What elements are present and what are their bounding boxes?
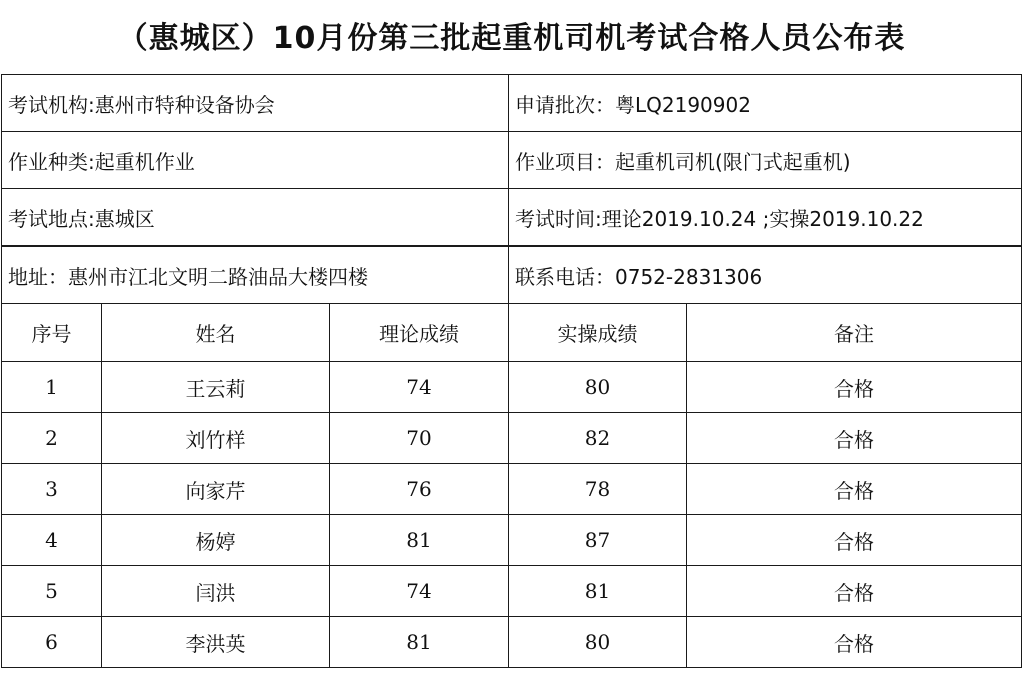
address-cell: 地址：惠州市江北文明二路油品大楼四楼 <box>2 246 509 304</box>
cell-no: 1 <box>2 362 102 413</box>
work-category-cell: 作业种类:起重机作业 <box>2 132 509 189</box>
cell-no: 2 <box>2 413 102 464</box>
results-table <box>1 74 1022 668</box>
cell-remark: 合格 <box>687 566 1022 617</box>
cell-name: 刘竹样 <box>102 413 330 464</box>
cell-remark: 合格 <box>687 362 1022 413</box>
table-row <box>2 464 1022 515</box>
cell-no: 6 <box>2 617 102 668</box>
table-row <box>2 515 1022 566</box>
cell-theory: 81 <box>330 515 509 566</box>
header-remark: 备注 <box>687 304 1022 362</box>
cell-theory: 81 <box>330 617 509 668</box>
exam-org-cell: 考试机构:惠州市特种设备协会 <box>2 75 509 132</box>
cell-no: 3 <box>2 464 102 515</box>
cell-practice: 78 <box>509 464 687 515</box>
header-name: 姓名 <box>102 304 330 362</box>
cell-practice: 80 <box>509 617 687 668</box>
cell-theory: 74 <box>330 362 509 413</box>
cell-remark: 合格 <box>687 413 1022 464</box>
cell-remark: 合格 <box>687 617 1022 668</box>
work-project-cell: 作业项目：起重机司机(限门式起重机) <box>509 132 1022 189</box>
header-theory: 理论成绩 <box>330 304 509 362</box>
cell-practice: 80 <box>509 362 687 413</box>
table-header-row <box>2 304 1022 362</box>
cell-practice: 82 <box>509 413 687 464</box>
exam-location-cell: 考试地点:惠城区 <box>2 189 509 247</box>
exam-time-cell: 考试时间:理论2019.10.24 ;实操2019.10.22 <box>509 189 1022 247</box>
table-row <box>2 362 1022 413</box>
table-row <box>2 413 1022 464</box>
cell-name: 杨婷 <box>102 515 330 566</box>
cell-theory: 70 <box>330 413 509 464</box>
cell-practice: 81 <box>509 566 687 617</box>
cell-name: 李洪英 <box>102 617 330 668</box>
cell-name: 向家芹 <box>102 464 330 515</box>
phone-cell: 联系电话：0752-2831306 <box>509 246 1022 304</box>
document-title: （惠城区）10月份第三批起重机司机考试合格人员公布表 <box>117 21 906 56</box>
cell-no: 5 <box>2 566 102 617</box>
cell-theory: 76 <box>330 464 509 515</box>
cell-practice: 87 <box>509 515 687 566</box>
cell-name: 王云莉 <box>102 362 330 413</box>
cell-no: 4 <box>2 515 102 566</box>
cell-remark: 合格 <box>687 464 1022 515</box>
header-no: 序号 <box>2 304 102 362</box>
cell-theory: 74 <box>330 566 509 617</box>
cell-remark: 合格 <box>687 515 1022 566</box>
batch-cell: 申请批次：粤LQ2190902 <box>509 75 1022 132</box>
header-practice: 实操成绩 <box>509 304 687 362</box>
table-row <box>2 566 1022 617</box>
cell-name: 闫洪 <box>102 566 330 617</box>
table-row <box>2 617 1022 668</box>
